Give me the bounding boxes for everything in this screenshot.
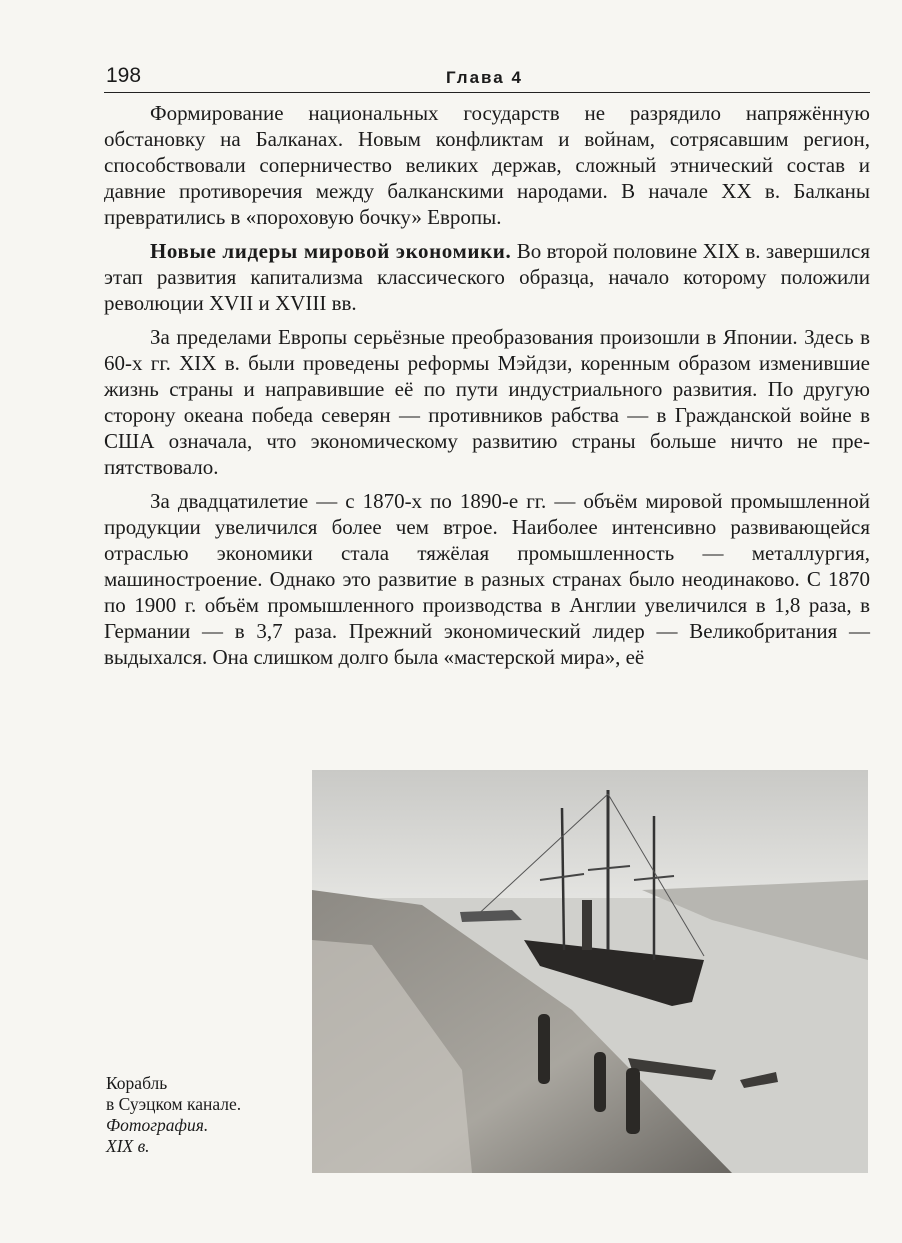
photo-drawing	[312, 770, 868, 1173]
caption-line: Фотография.	[106, 1115, 209, 1135]
paragraph-text: Во второй половине XIX в. завершился этап развития капитализма классического образца, начало которому положили революции XVII и XVIII вв.	[104, 239, 870, 315]
caption-line: в Суэцком канале.	[106, 1094, 242, 1114]
caption-line: Корабль	[106, 1073, 168, 1093]
paragraph	[104, 238, 870, 316]
section-heading: Новые лидеры мировой экономики.	[150, 239, 512, 263]
paragraph-text: За пределами Европы серьёзные преобразования произошли в Японии. Здесь в 60-х гг. XIX в. были проведены реформы Мэйдзи, коренным образом изменившие жизнь страны и направившие её по пути индустриального развития. По другую сторону океана победа северян — противников рабства — в Гражданской войне в США означала, что экономическому развитию страны больше ничто не препятствовало.	[104, 325, 870, 479]
ship-photograph	[312, 770, 868, 1173]
page-number: 198	[106, 64, 142, 87]
paragraph	[104, 100, 870, 230]
text-body	[104, 100, 870, 678]
paragraph-text: За двадцатилетие — с 1870-х по 1890-е гг. — объём мировой промышленной продукции увеличился более чем втрое. Наиболее интенсивно развивающейся отраслью экономики стала тяжёлая промышленность — металлургия, машиностроение. Однако это развитие в разных странах было неодинаково. С 1870 по 1900 г. объём промышленного производства в Англии увеличился в 1,8 раза, в Германии — в 3,7 раза. Прежний экономический лидер — Великобритания — выдыхался. Она слишком долго была «мастерской мира», её	[104, 489, 870, 669]
paragraph	[104, 324, 870, 480]
sky	[312, 770, 868, 900]
page-header	[104, 60, 872, 94]
header-rule	[104, 92, 870, 93]
caption-line: XIX в.	[106, 1136, 150, 1156]
chapter-title: Глава 4	[446, 68, 523, 87]
distant-ships	[460, 910, 522, 922]
paragraph	[104, 488, 870, 670]
figure-caption	[106, 1073, 306, 1157]
paragraph-text: Формирование национальных государств не разрядило напряжённую обстановку на Балканах. Новым конфликтам и войнам, сотрясавшим регион, способствовали соперничество великих держав, сложный этнический состав и давние противоречия между балканскими народами. В начале XX в. Балканы превратились в «пороховую бочку» Европы.	[104, 101, 870, 229]
